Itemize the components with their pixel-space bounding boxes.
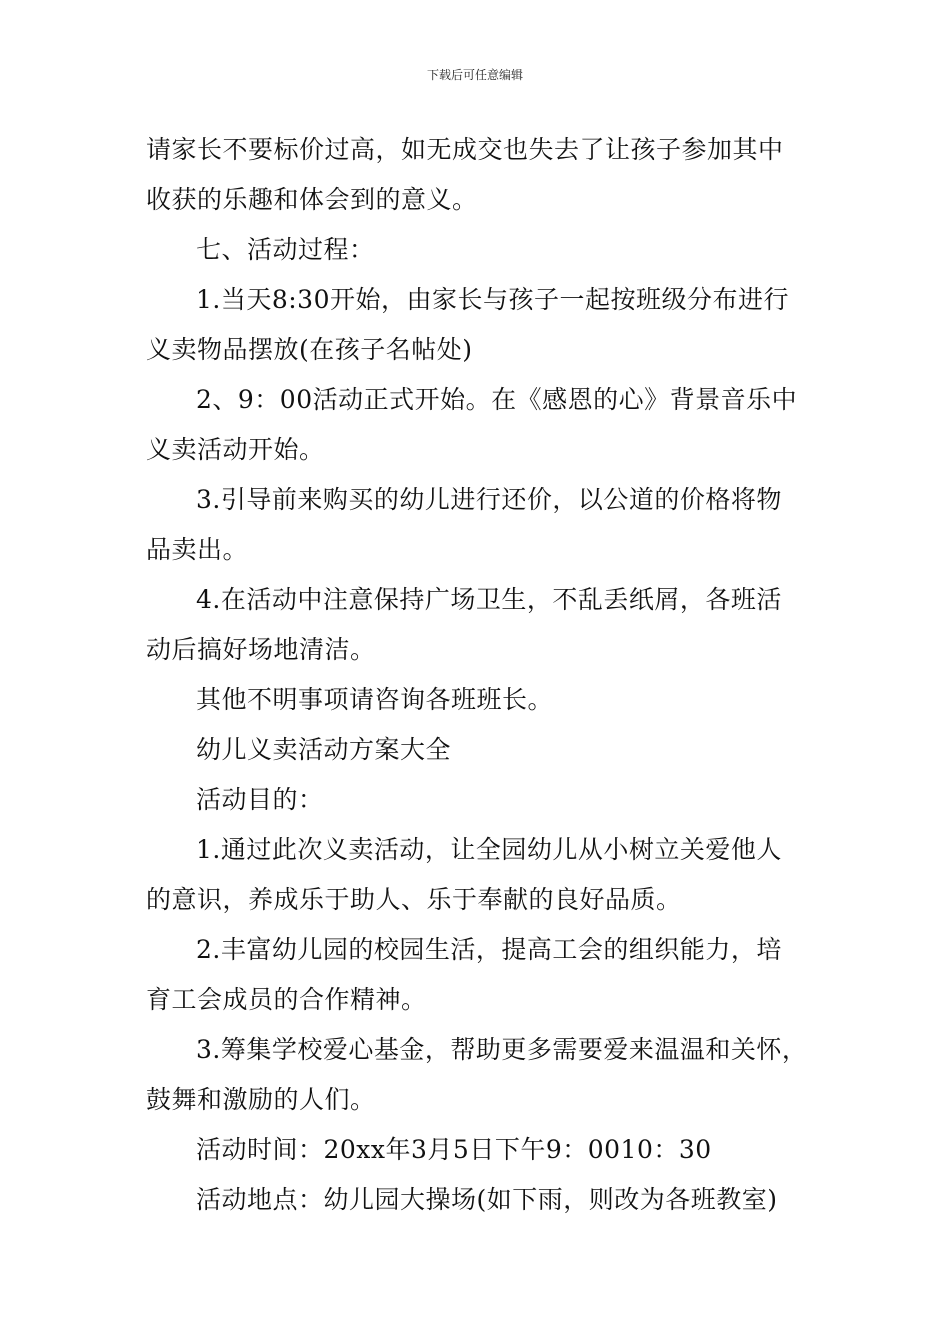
paragraph-line: 育工会成员的合作精神。 — [146, 985, 427, 1014]
activity-time-line: 活动时间：20xx年3月5日下午9：0010：30 — [196, 1135, 712, 1164]
paragraph-line: 其他不明事项请咨询各班班长。 — [196, 685, 554, 714]
paragraph-line: 的意识，养成乐于助人、乐于奉献的良好品质。 — [146, 885, 682, 914]
paragraph-line: 品卖出。 — [146, 535, 249, 564]
paragraph-line: 1.通过此次义卖活动，让全园幼儿从小树立关爱他人 — [196, 835, 782, 864]
paragraph-line: 3.筹集学校爱心基金，帮助更多需要爱来温温和关怀， — [196, 1035, 808, 1064]
paragraph-line: 义卖物品摆放(在孩子名帖处) — [146, 335, 473, 364]
section-title: 幼儿义卖活动方案大全 — [196, 735, 452, 764]
paragraph-line: 2、9：00活动正式开始。在《感恩的心》背景音乐中 — [196, 385, 798, 414]
paragraph-line: 义卖活动开始。 — [146, 435, 325, 464]
paragraph-line: 请家长不要标价过高，如无成交也失去了让孩子参加其中 — [146, 135, 784, 164]
paragraph-line: 动后搞好场地清洁。 — [146, 635, 376, 664]
paragraph-line: 鼓舞和激励的人们。 — [146, 1085, 376, 1114]
document-body — [146, 128, 816, 1228]
section-heading: 活动目的： — [196, 785, 324, 814]
paragraph-line: 2.丰富幼儿园的校园生活，提高工会的组织能力，培 — [196, 935, 782, 964]
paragraph-line: 4.在活动中注意保持广场卫生，不乱丢纸屑，各班活 — [196, 585, 782, 614]
paragraph-line: 1.当天8:30开始，由家长与孩子一起按班级分布进行 — [196, 285, 789, 314]
paragraph-line: 收获的乐趣和体会到的意义。 — [146, 185, 478, 214]
activity-location-line: 活动地点：幼儿园大操场(如下雨，则改为各班教室) — [196, 1185, 778, 1214]
section-heading: 七、活动过程： — [196, 235, 375, 264]
paragraph-line: 3.引导前来购买的幼儿进行还价，以公道的价格将物 — [196, 485, 782, 514]
page-header-note: 下载后可任意编辑 — [426, 68, 523, 82]
